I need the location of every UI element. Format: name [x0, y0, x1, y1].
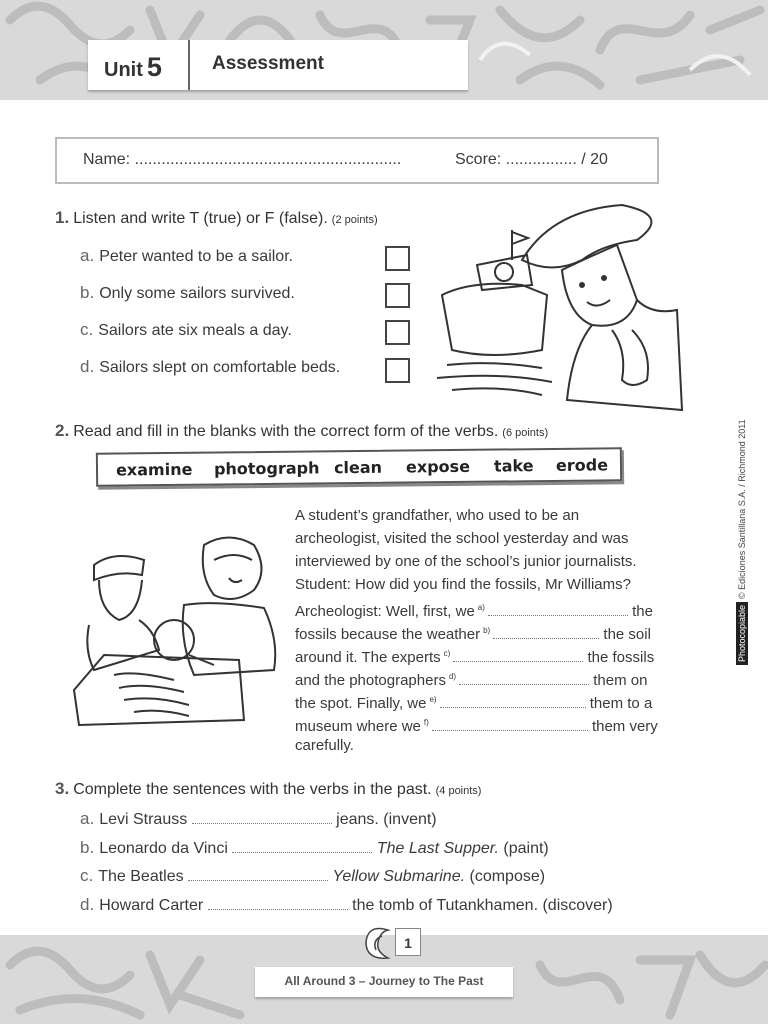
blank-a[interactable] — [488, 605, 628, 616]
score-field[interactable]: Score: ................ / 20 — [455, 151, 608, 168]
name-score-box — [55, 137, 659, 184]
page-number: 1 — [395, 928, 421, 956]
word-examine: examine — [115, 459, 193, 480]
unit-label: Unit 5 — [104, 52, 162, 82]
sailor-illustration — [432, 200, 698, 415]
blank-c[interactable] — [453, 651, 583, 662]
word-expose: expose — [405, 456, 471, 477]
q1-item-b: b. Only some sailors survived. — [80, 283, 295, 302]
passage-last-line: carefully. — [295, 737, 354, 754]
blank-3d[interactable] — [208, 899, 348, 910]
word-take: take — [493, 456, 534, 476]
answer-box-b[interactable] — [385, 283, 410, 308]
unit-banner — [88, 40, 468, 90]
page-title: Assessment — [212, 53, 324, 74]
passage-line: interviewed by one of the school’s junior journalists. — [295, 553, 637, 570]
q1-item-a: a. Peter wanted to be a sailor. — [80, 246, 294, 265]
blank-3b[interactable] — [232, 842, 372, 853]
banner-divider — [188, 40, 190, 90]
copyright-credit: Photocopiable© Ediciones Santillana S.A. / Richmond 2011 — [737, 419, 747, 665]
blank-3a[interactable] — [192, 813, 332, 824]
gap-line-e: the spot. Finally, we $^{e)}$ them to a — [295, 695, 653, 712]
blank-d[interactable] — [459, 674, 589, 685]
word-clean: clean — [333, 457, 383, 478]
swirl-logo-icon — [358, 922, 398, 964]
unit-number: 5 — [146, 52, 162, 82]
gap-line-d: and the photographers $^{d)}$ them on — [295, 672, 648, 689]
name-field[interactable]: Name: ............................................................ — [83, 151, 402, 168]
answer-box-a[interactable] — [385, 246, 410, 271]
q3-item-b: b. Leonardo da Vinci The Last Supper. (paint) — [80, 838, 549, 857]
word-erode: erode — [555, 455, 609, 475]
gap-line-b: fossils because the weather $^{b)}$ the soil — [295, 626, 651, 643]
word-photograph: photograph — [213, 458, 320, 479]
q3-item-d: d. Howard Carter the tomb of Tutankhamen. (discover) — [80, 895, 613, 914]
photocopiable-badge: Photocopiable — [736, 602, 748, 665]
word-bank — [96, 447, 622, 487]
q3-item-c: c. The Beatles Yellow Submarine. (compose) — [80, 866, 546, 885]
gap-line-c: around it. The experts $^{c)}$ the fossils — [295, 649, 655, 666]
passage-line: Student: How did you find the fossils, Mr Williams? — [295, 576, 631, 593]
passage-line: A student’s grandfather, who used to be an — [295, 507, 580, 524]
archeologist-illustration — [64, 530, 286, 730]
q3-item-a: a. Levi Strauss jeans. (invent) — [80, 809, 437, 828]
book-title: All Around 3 – Journey to The Past — [284, 974, 484, 988]
footer-banner — [255, 967, 513, 997]
answer-box-d[interactable] — [385, 358, 410, 383]
answer-box-c[interactable] — [385, 320, 410, 345]
q1-item-c: c. Sailors ate six meals a day. — [80, 320, 292, 339]
blank-f[interactable] — [432, 720, 588, 731]
gap-line-a: Archeologist: Well, first, we $^{a)}$ the — [295, 603, 653, 620]
q1-heading: 1. Listen and write T (true) or F (false). (2 points) — [55, 208, 378, 227]
q1-item-d: d. Sailors slept on comfortable beds. — [80, 357, 341, 376]
passage-line: archeologist, visited the school yesterday and was — [295, 530, 629, 547]
q3-heading: 3. Complete the sentences with the verbs in the past. (4 points) — [55, 779, 482, 798]
blank-e[interactable] — [440, 697, 586, 708]
q2-heading: 2. Read and fill in the blanks with the correct form of the verbs. (6 points) — [55, 421, 549, 440]
blank-b[interactable] — [493, 628, 599, 639]
blank-3c[interactable] — [188, 870, 328, 881]
gap-line-f: museum where we $^{f)}$ them very — [295, 718, 658, 735]
